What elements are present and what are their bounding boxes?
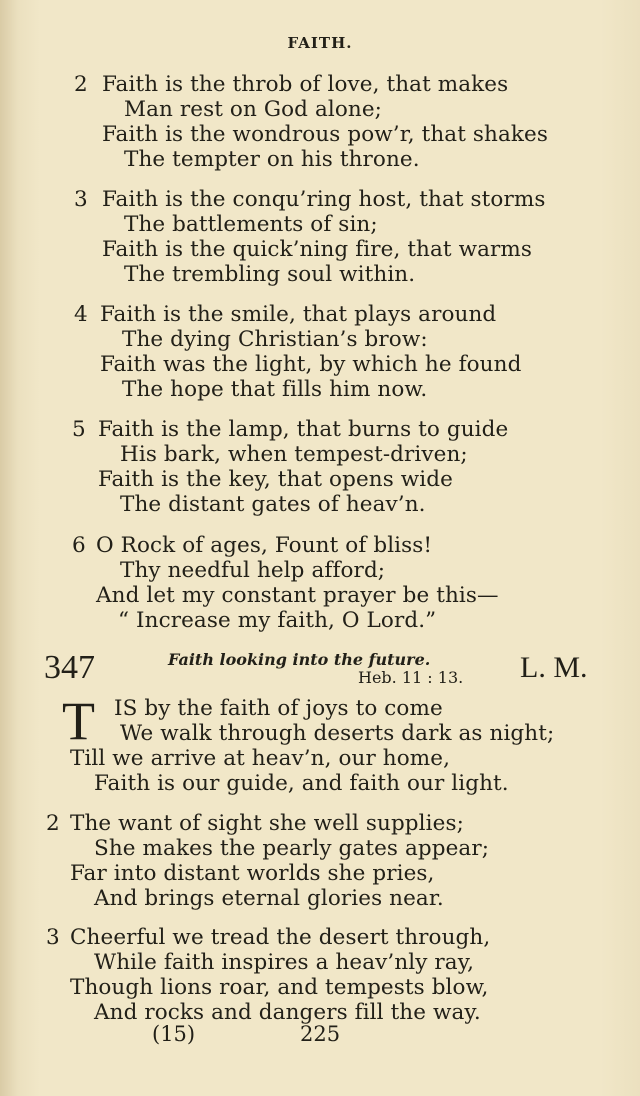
verse-line: She makes the pearly gates appear;: [94, 836, 490, 861]
stanza-number: 2: [74, 72, 88, 97]
verse-line: The hope that fills him now.: [122, 377, 428, 402]
verse-line: Cheerful we tread the desert through,: [70, 925, 491, 950]
verse-line: The dying Christian’s brow:: [122, 327, 428, 352]
verse-line: While faith inspires a heav’nly ray,: [94, 950, 475, 975]
stanza-number: 2: [46, 811, 60, 836]
verse-line: IS by the faith of joys to come: [114, 696, 443, 721]
verse-line: And brings eternal glories near.: [94, 886, 444, 911]
stanza-number: 3: [46, 925, 60, 950]
stanza-number: 6: [72, 533, 86, 558]
verse-line: We walk through deserts dark as night;: [120, 721, 555, 746]
signature-mark: (15): [152, 1022, 196, 1046]
verse-line: Faith is the smile, that plays around: [100, 302, 497, 327]
verse-line: The battlements of sin;: [124, 212, 378, 237]
verse-line: Faith is the quick’ning fire, that warms: [102, 237, 533, 262]
scripture-reference: Heb. 11 : 13.: [358, 668, 464, 687]
stanza-number: 5: [72, 417, 86, 442]
verse-line: Faith was the light, by which he found: [100, 352, 522, 377]
verse-line: The tempter on his throne.: [124, 147, 420, 172]
verse-line: His bark, when tempest-driven;: [120, 442, 468, 467]
verse-line: Far into distant worlds she pries,: [70, 861, 435, 886]
verse-line: Though lions roar, and tempests blow,: [70, 975, 489, 1000]
verse-line: The distant gates of heav’n.: [120, 492, 426, 517]
verse-line: Faith is the wondrous pow’r, that shakes: [102, 122, 548, 147]
verse-line: “ Increase my faith, O Lord.”: [118, 608, 437, 633]
stanza-number: 3: [74, 187, 88, 212]
verse-line: Till we arrive at heav’n, our home,: [70, 746, 451, 771]
hymn-meter: L. M.: [520, 651, 588, 684]
hymn-number: 347: [44, 649, 95, 686]
verse-line: Man rest on God alone;: [124, 97, 383, 122]
verse-line: The want of sight she well supplies;: [70, 811, 464, 836]
verse-line: Faith is the throb of love, that makes: [102, 72, 509, 97]
verse-line: Faith is the lamp, that burns to guide: [98, 417, 509, 442]
verse-line: The trembling soul within.: [124, 262, 416, 287]
page-header: FAITH.: [287, 34, 353, 52]
verse-line: O Rock of ages, Fount of bliss!: [96, 533, 433, 558]
verse-line: Faith is our guide, and faith our light.: [94, 771, 509, 796]
verse-line: And let my constant prayer be this—: [96, 583, 499, 608]
verse-line: Thy needful help afford;: [120, 558, 386, 583]
verse-line: Faith is the conqu’ring host, that storms: [102, 187, 546, 212]
stanza-number: 4: [74, 302, 88, 327]
page-number: 225: [300, 1022, 341, 1046]
verse-line: And rocks and dangers fill the way.: [94, 1000, 481, 1025]
verse-line: Faith is the key, that opens wide: [98, 467, 453, 492]
hymn-title: Faith looking into the future.: [168, 650, 431, 669]
drop-cap: T: [62, 691, 95, 751]
